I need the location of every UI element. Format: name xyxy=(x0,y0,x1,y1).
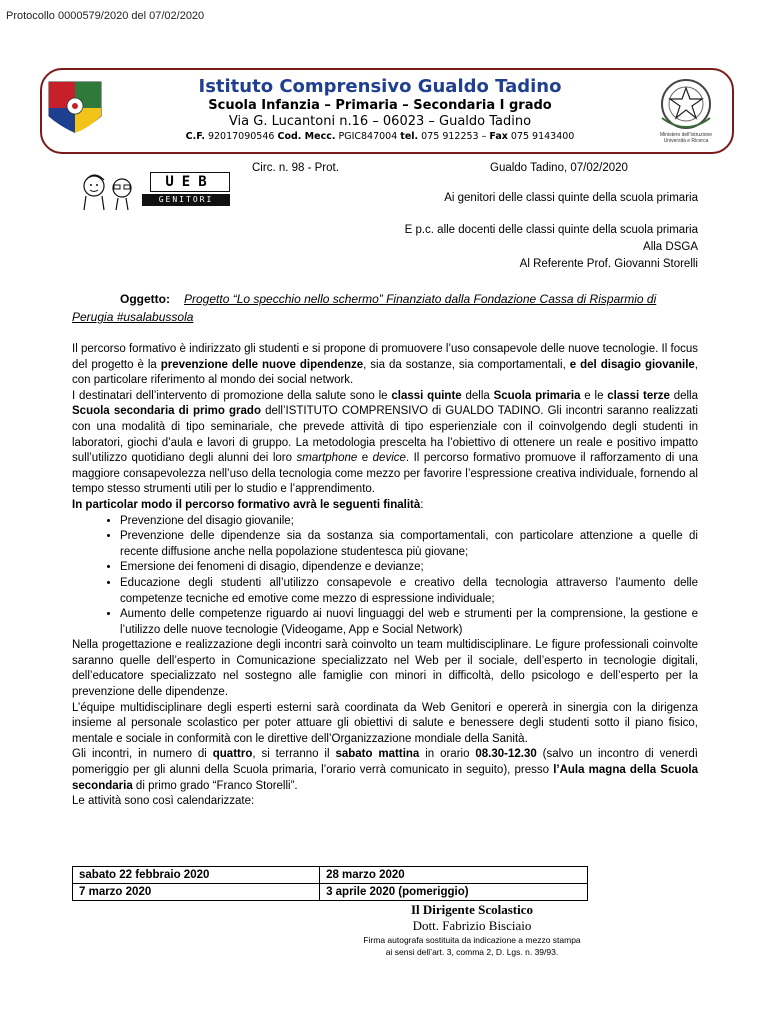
fax-label: Fax xyxy=(489,131,508,142)
text-run-bold: Scuola primaria xyxy=(493,389,581,402)
signature-note xyxy=(322,934,622,958)
text-run-bold: prevenzione delle nuove dipendenze xyxy=(160,358,364,371)
text-run-bold: e del disagio giovanile xyxy=(569,358,695,371)
list-item: • Aumento delle competenze riguardo ai nuovi linguaggi del web e strumenti per la comprensione, la gestione e l’utilizzo delle nuove tecnologie (Videogame, App e Social Network) xyxy=(120,607,698,638)
text-run-bold: Scuola secondaria di primo grado xyxy=(72,405,261,418)
text-run-bold: quattro xyxy=(212,748,253,761)
text-run: , con particolare riferimento al mondo dei social network. xyxy=(72,358,698,387)
list-item: • Prevenzione delle dipendenze sia da sostanza sia comportamentali, con particolare attenzione a quelle di recente diffusione anche nella popolazione studentesca più giovane; xyxy=(120,529,698,560)
school-name: Istituto Comprensivo Gualdo Tadino xyxy=(198,76,562,97)
text-run: e le xyxy=(580,389,608,402)
table-row xyxy=(73,884,588,901)
subject-line xyxy=(72,290,698,326)
mecc-label: Cod. Mecc. xyxy=(277,131,336,142)
list-item: • Prevenzione del disagio giovanile; xyxy=(120,514,698,530)
table-cell: 7 marzo 2020 xyxy=(73,884,320,901)
signature-note-line: ai sensi dell’art. 3, comma 2, D. Lgs. n. 39/93. xyxy=(385,947,559,957)
text-run: Gli incontri, in numero di xyxy=(72,748,213,761)
list-item: • Educazione degli studenti all’utilizzo consapevole e creativo della tecnologia attraverso l’aumento delle competenze tecniche ed emotive come mezzo di espressione individuale; xyxy=(120,576,698,607)
calendar-table xyxy=(72,866,588,901)
letter-date: Gualdo Tadino, 07/02/2020 xyxy=(490,162,628,174)
finalita-list xyxy=(72,514,698,639)
text-run: di primo grado “Franco Storelli”. xyxy=(132,779,298,792)
school-address: Via G. Lucantoni n.16 – 06023 – Gualdo Tadino xyxy=(228,114,532,129)
signature-note-line: Firma autografa sostituita da indicazione a mezzo stampa xyxy=(363,935,581,945)
school-codes xyxy=(120,131,640,142)
table-row xyxy=(73,867,588,884)
subject-text: Progetto “Lo specchio nello schermo” Finanziato dalla Fondazione Cassa di Risparmio di Perugia #usalabussola xyxy=(72,292,657,324)
cf-value: 92017090546 xyxy=(204,131,278,142)
recipient-parents: Ai genitori delle classi quinte della scuola primaria xyxy=(444,192,698,204)
tel-label: tel. xyxy=(400,131,419,142)
cf-label: C.F. xyxy=(185,131,205,142)
table-cell: 3 aprile 2020 (pomeriggio) xyxy=(320,884,588,901)
table-cell: 28 marzo 2020 xyxy=(320,867,588,884)
paragraph-recipients xyxy=(72,389,698,498)
paragraph-team: Nella progettazione e realizzazione degli incontri sarà coinvolto un team multidisciplinare. Le figure professionali coinvolte saranno quelle dell’esperto in Comunicazione specializzato nel Web per il sociale, dell’esperto in tecnologie digitali, dell’educatore specializzato nel sostegno alle famiglie con minori in difficoltà, dello psicologo e dell’esperto per la prevenzione delle dipendenze. xyxy=(72,639,698,699)
list-item: • Emersione dei fenomeni di disagio, dipendenze e devianze; xyxy=(120,560,698,576)
text-run-italic: smartphone xyxy=(296,452,358,465)
text-run-bold: classi terze xyxy=(607,389,670,402)
paragraph-equipe: L’équipe multidisciplinare degli esperti esterni sarà coordinata da Web Genitori e opererà in sinergia con la dirigenza insieme al personale scolastico per poter attuare gli obiettivi di salute e benessere degli studenti sotto il piano fisico, mentale e sociale in conformità con le direttive dell’Organizzazione mondiale della Sanità. xyxy=(72,701,698,745)
text-run: dell’ISTITUTO COMPRENSIVO di GUALDO TADINO. Gli incontri saranno realizzati con una modalità di tipo seminariale, che prevede attività di tipo esperienziale con il coinvolgendo degli studenti in laboratori, giochi d’aula e lavori di gruppo. La metodologia prescelta ha l’obiettivo di ottenere un reale e positivo impatto sull’utilizzo quotidiano degli alunni dei loro xyxy=(72,405,698,465)
mecc-value: PGIC847004 xyxy=(335,131,401,142)
recipient-dsga: Alla DSGA xyxy=(643,241,698,253)
paragraph-intro xyxy=(72,342,698,389)
text-run: della xyxy=(461,389,494,402)
logo-genitori-text: GENITORI xyxy=(142,194,230,206)
text-run-bold: l’Aula magna della Scuola secondaria xyxy=(72,764,698,792)
subject-label: Oggetto: xyxy=(120,292,170,306)
text-run-bold: 08.30-12.30 xyxy=(475,748,537,761)
paragraph-schedule xyxy=(72,747,698,794)
town-crest-icon xyxy=(45,78,105,140)
text-run: e xyxy=(357,452,373,465)
fax-value: 075 9143400 xyxy=(507,131,575,142)
text-run-bold: In particolar modo il percorso formativo avrà le seguenti finalità xyxy=(72,498,421,511)
text-run: , si terranno il xyxy=(252,748,336,761)
school-levels: Scuola Infanzia – Primaria – Secondaria I grado xyxy=(208,98,552,113)
text-run: (salvo un incontro di venerdì pomeriggio per gli alunni della Scuola primaria, l’orario verrà comunicato in seguito), presso xyxy=(72,748,698,777)
protocol-stamp: Protocollo 0000579/2020 del 07/02/2020 xyxy=(6,10,205,22)
table-cell: sabato 22 febbraio 2020 xyxy=(73,867,320,884)
signatory-title: Il Dirigente Scolastico xyxy=(410,902,534,917)
text-run: , sia da sostanze, sia comportamentali, xyxy=(363,358,570,371)
text-run: della xyxy=(669,389,699,402)
text-run: in orario xyxy=(419,748,476,761)
text-run: : xyxy=(420,498,424,511)
text-run: Il percorso formativo è indirizzato gli studenti e si propone di promuovere l’uso consapevole delle nuove tecnologie. Il focus del progetto è la xyxy=(72,343,698,371)
text-run-italic: device xyxy=(372,452,406,465)
text-run-bold: sabato mattina xyxy=(335,748,420,761)
text-run-bold: classi quinte xyxy=(391,389,462,402)
letter-body xyxy=(72,342,698,810)
text-run: I destinatari dell’intervento di promozione della salute sono le xyxy=(72,389,392,402)
finalita-heading xyxy=(72,498,698,514)
web-genitori-logo xyxy=(80,170,232,212)
circular-number: Circ. n. 98 - Prot. xyxy=(252,162,339,174)
recipient-referent: Al Referente Prof. Giovanni Storelli xyxy=(519,258,698,270)
signatory-name: Dott. Fabrizio Bisciaio xyxy=(412,918,532,933)
text-run: . Il percorso formativo promuove il rafforzamento di una maggiore consapevolezza nell’uso della tecnologia come mezzo per favorire l’espressione creativa individuale, fornendo al tempo stesso strumenti utili per lo studio e l’apprendimento. xyxy=(72,452,698,496)
paragraph-calendar-intro: Le attività sono così calendarizzate: xyxy=(72,795,255,808)
recipient-teachers: E p.c. alle docenti delle classi quinte della scuola primaria xyxy=(404,224,698,236)
emblem-caption: Ministero dell'Istruzione Università e Ricerca xyxy=(659,132,713,144)
tel-value: 075 912253 – xyxy=(418,131,490,142)
logo-web-text: UEB xyxy=(150,172,230,192)
